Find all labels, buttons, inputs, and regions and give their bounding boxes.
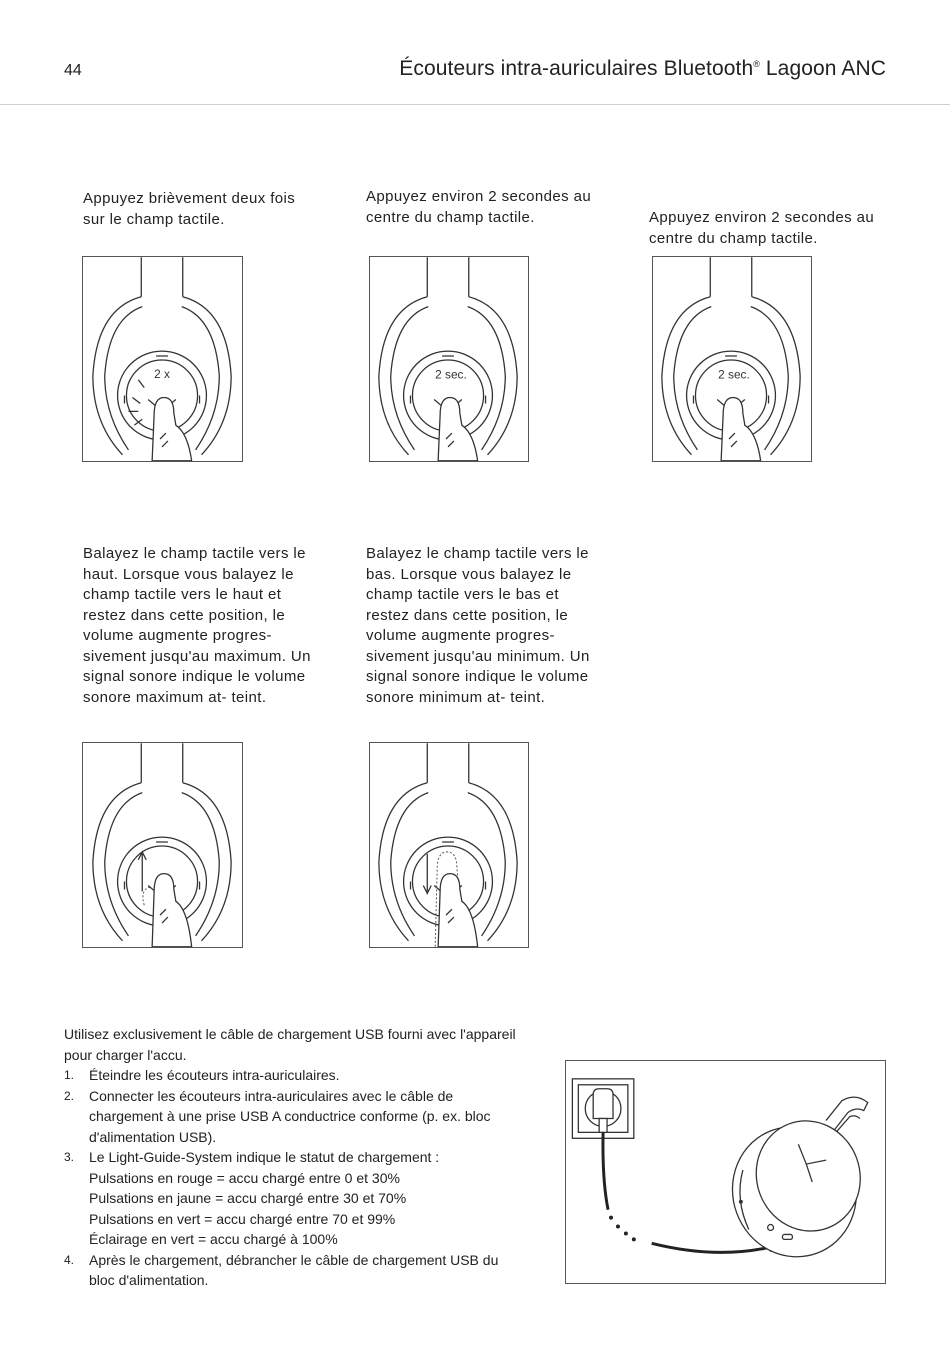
illustration-swipe-up: [82, 742, 243, 948]
illustration-long-press-2: [652, 256, 812, 462]
headphone-swipe-up-drawing: [83, 743, 242, 947]
status-yellow: Pulsations en jaune = accu chargé entre 30 et 70%: [89, 1190, 407, 1206]
headphone-long-press-drawing: [370, 257, 528, 461]
step-text: Connecter les écouteurs intra-auriculaires avec le câble de chargement à une prise USB A conductrice conforme (p. ex. bloc d'alimentation USB).: [89, 1087, 491, 1145]
charging-step: [64, 1147, 524, 1250]
headphone-double-tap-drawing: [83, 257, 242, 461]
press-duration-label-2: 2 sec.: [718, 367, 750, 382]
caption-swipe-up: Balayez le champ tactile vers le haut. Lorsque vous balayez le champ tactile vers le haut et restez dans cette position, le volume augmente progres- sivement jusqu'au maximum. Un signal sonore indique le volume sonore maximum at- teint.: [83, 545, 311, 706]
charging-step: [64, 1086, 524, 1148]
step-text: Éteindre les écouteurs intra-auriculaires.: [89, 1067, 340, 1083]
title-model: Lagoon ANC: [759, 57, 886, 80]
charging-instructions: [64, 1024, 524, 1291]
illustration-charging: [565, 1060, 886, 1284]
step-number: 3.: [64, 1150, 75, 1164]
tap-count-label: 2 x: [154, 366, 170, 381]
step-text: Le Light-Guide-System indique le statut de chargement :: [89, 1149, 440, 1165]
registered-mark: ®: [753, 59, 760, 69]
press-duration-label: 2 sec.: [435, 367, 467, 382]
illustration-double-tap: [82, 256, 243, 462]
header-divider: [0, 104, 950, 105]
charging-setup-drawing: [566, 1061, 885, 1283]
step-number: 4.: [64, 1252, 75, 1267]
page-title: [399, 57, 886, 81]
caption-long-press-2: Appuyez environ 2 secondes au centre du champ tactile.: [649, 209, 875, 247]
page-number: 44: [64, 62, 82, 79]
usb-cable: [652, 1243, 770, 1252]
step-text: Après le chargement, débrancher le câble de chargement USB du bloc d'alimentation.: [89, 1251, 499, 1288]
status-green-pulse: Pulsations en vert = accu chargé entre 70 et 99%: [89, 1210, 396, 1227]
title-main: Écouteurs intra-auriculaires Bluetooth: [399, 57, 754, 80]
status-red: Pulsations en rouge = accu chargé entre 0 et 30%: [89, 1169, 400, 1186]
caption-long-press: Appuyez environ 2 secondes au centre du champ tactile.: [366, 188, 592, 226]
step-number: 1.: [64, 1068, 75, 1082]
charging-step: [64, 1250, 524, 1291]
illustration-swipe-down: [369, 742, 529, 948]
charging-steps: [64, 1065, 524, 1291]
headphone-long-press-2-drawing: [653, 257, 811, 461]
status-green-solid: Éclairage en vert = accu chargé à 100%: [89, 1231, 338, 1247]
headphone-swipe-down-drawing: [370, 743, 528, 947]
step-number: 2.: [64, 1088, 75, 1103]
caption-swipe-down: Balayez le champ tactile vers le bas. Lorsque vous balayez le champ tactile vers le bas et restez dans cette position, le volume augmente progres- sivement jusqu'au minimum. Un signal sonore indique le volume sonore minimum at- teint.: [366, 545, 590, 706]
caption-double-tap: Appuyez brièvement deux fois sur le champ tactile.: [83, 190, 296, 228]
charging-step: [64, 1065, 524, 1086]
charging-intro: Utilisez exclusivement le câble de chargement USB fourni avec l'appareil pour charger l'accu.: [64, 1026, 516, 1063]
illustration-long-press: [369, 256, 529, 462]
usb-power-adapter: [593, 1089, 613, 1119]
